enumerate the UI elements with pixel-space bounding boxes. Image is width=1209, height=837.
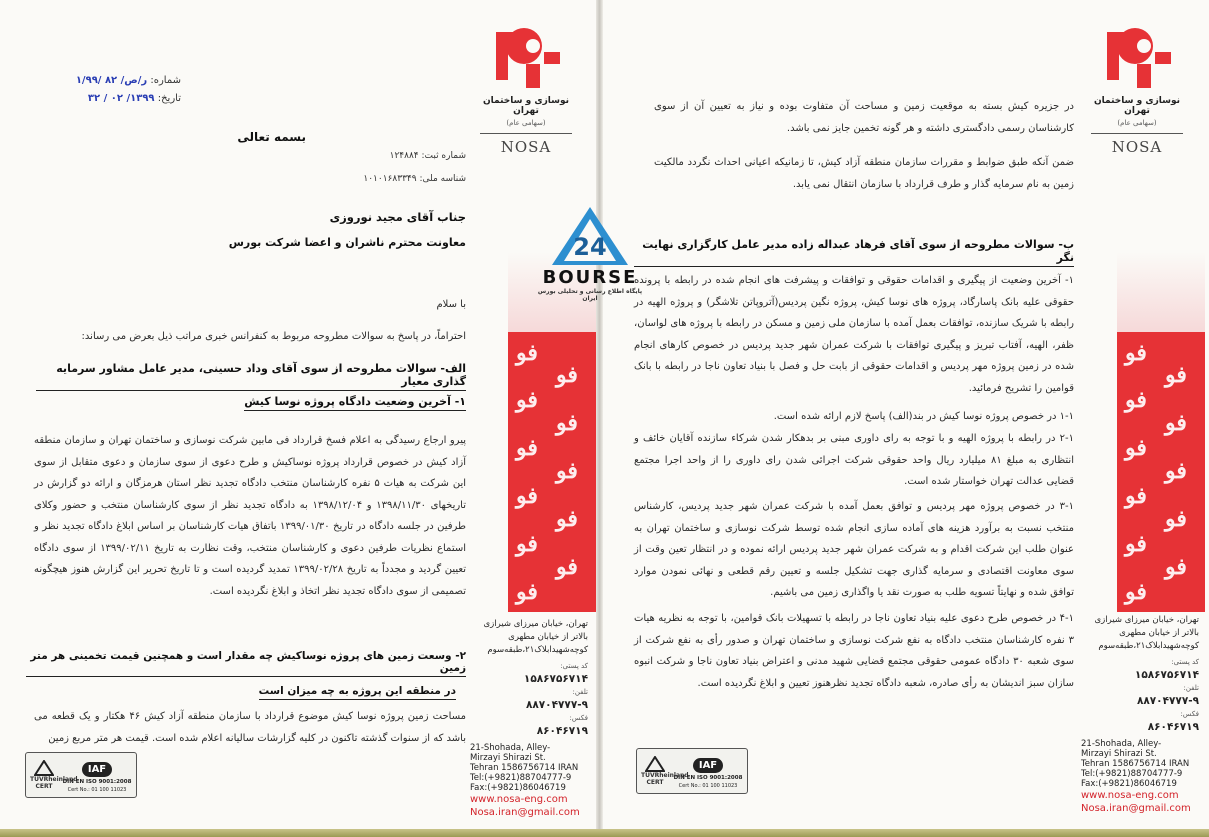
tel-label: تلفن:: [1183, 684, 1199, 692]
company-name: نوسازی و ساختمان تهران: [1093, 96, 1181, 116]
letter-reference: [31, 72, 181, 108]
phone-number: ۸۸۷۰۴۷۷۷-۹: [1136, 695, 1199, 707]
postal-code: ۱۵۸۶۷۵۶۷۱۴: [1134, 669, 1199, 681]
fax-number: ۸۶۰۴۶۷۱۹: [536, 725, 588, 737]
item-3-1-paragraph: ۳-۱ در خصوص پروژه مهر پردیس و توافق بعمل آمده با شرکت عمران شهر جدید پردیس، کارشناس منتخب نسبت به برآورد هزینه های آماده سازی انجام شده توسط شرکت نوسازی و ساختمان تهران به عنوان طلب این شرکت اقدام و به شرکت عمران شهر جدید پردیس ارائه نموده و در انتظار تعین وقت از سوی معاونت اقتصادی و سرمایه گذاری جهت تشکیل جلسه و تعیین رقم قطعی و نهائی نمودن موارد توافق شده و نهایتاً تسویه طلب به صورت نقد یا واگذاری زمین می باشیم.: [634, 501, 1074, 598]
address-en-line-2: Mirzayi Shirazi St.: [470, 753, 546, 763]
letter-page-2: [603, 0, 1209, 829]
iso-standard: DIN EN ISO 9001:2008: [62, 779, 132, 785]
postal-code: ۱۵۸۶۷۵۶۷۱۴: [523, 673, 588, 685]
bourse24-name: BOURSE: [542, 267, 638, 288]
national-id: شناسه ملی: ۱۰۱۰۱۶۸۳۳۴۹: [363, 174, 466, 184]
address-fa-line-3: کوچه‌شهیدابلاک۲۱،طبقه‌سوم: [1098, 641, 1199, 651]
address-fa-line-1: تهران، خیابان میرزای شیرازی: [483, 619, 588, 629]
company-name: نوسازی و ساختمان تهران: [482, 96, 570, 116]
address-en-fax: Fax:(+9821)86046719: [1081, 779, 1177, 789]
tuv-label: TÜVRheinland CERT: [30, 776, 78, 790]
address-en-line-1: 21-Shohada, Alley-: [1081, 739, 1162, 749]
bourse24-tagline: پایگاه اطلاع رسانی و تحلیلی بورس ایران: [537, 288, 643, 302]
section-alef-heading: [36, 362, 466, 391]
fax-label: فکس:: [569, 714, 588, 722]
fax-number: ۸۶۰۴۶۷۱۹: [1147, 721, 1199, 733]
address-en-fax: Fax:(+9821)86046719: [470, 783, 566, 793]
tuv-label: TÜVRheinland CERT: [641, 772, 689, 786]
question-2-heading: [26, 650, 466, 700]
bourse24-number: 24: [573, 233, 607, 261]
cert-number: Cert No.: 01 100 11023: [678, 783, 738, 789]
company-brand: NOSA: [1091, 133, 1183, 156]
bismillah: بسمه تعالی: [237, 130, 306, 144]
continued-paragraph: در جزیره کیش بسته به موقعیت زمین و مساحت آن متفاوت بوده و نیاز به تعیین آن از سوی کارشناسان رسمی دادگستری داشته و هر گونه تخمین جایز نمی باشد.: [654, 101, 1074, 134]
nosa-logo-icon: [1097, 22, 1177, 94]
question-1-heading: [244, 395, 466, 411]
postal-label: کد پستی:: [1171, 658, 1199, 666]
address-fa-line-1: تهران، خیابان میرزای شیرازی: [1094, 615, 1199, 625]
page-gutter: [596, 0, 603, 829]
website-link[interactable]: www.nosa-eng.com: [1081, 790, 1179, 801]
address-en-line-1: 21-Shohada, Alley-: [470, 743, 551, 753]
section-be-heading: [634, 238, 1074, 267]
address-fa-line-3: کوچه‌شهیدابلاک۲۱،طبقه‌سوم: [487, 645, 588, 655]
iaf-logo-icon: IAF: [82, 762, 112, 777]
phone-number: ۸۸۷۰۴۷۷۷-۹: [525, 699, 588, 711]
address-en-line-2: Mirzayi Shirazi St.: [1081, 749, 1157, 759]
section-be-text: ب- سوالات مطروحه از سوی آقای فرهاد عبداله زاده مدیر عامل کارگزاری نهایت نگر: [634, 238, 1074, 267]
website-link[interactable]: www.nosa-eng.com: [470, 794, 568, 805]
address-en-tel: Tel:(+9821)88704777-9: [1081, 769, 1183, 779]
item-1-paragraph: ۱- آخرین وضعیت از پیگیری و اقدامات حقوقی و توافقات و پیشرفت های انجام شده در رابطه با پرونده حقوقی علیه بانک پاسارگاد، پروژه های نوسا کیش، پروژه نگین پردیس(آتروپاتن تلاشگر) و پروژه الهیه در رابطه با شریک سازنده، توافقات بعمل آمده با سازمان ملی زمین و مسکن در رابطه با پروژه های لواسان، ظفر، الهیه، آفتاب تبریز و پیگیری توافقات با شرکت عمران شهر جدید پردیس در خصوص کارهای انجام شده در زمین پروژه مهر پردیس و اقدامات حقوقی از بابت حل و فصل با بنیاد تعاون ناجا در رابطه با بانک قوامین را تشریح فرمائید.: [634, 275, 1074, 394]
company-logo: [480, 22, 572, 156]
question-2-line-1: ۲- وسعت زمین های پروژه نوساکیش چه مقدار است و همچنین قیمت تخمینی هر متر زمین: [26, 650, 466, 677]
postal-label: کد پستی:: [560, 662, 588, 670]
number-label: شماره:: [150, 75, 181, 86]
answer-2-paragraph: مساحت زمین پروژه نوسا کیش موضوع قرارداد با سازمان منطقه آزاد کیش ۴۶ هکتار و یک قطعه می باشد که از سنوات گذشته تاکنون در کلیه گزارشات سالیانه اعلام شده است. قیمت هر متر مربع زمین: [34, 711, 466, 744]
certification-badge-2: [636, 748, 748, 794]
item-1-1-paragraph: ۱-۱ در خصوص پروژه نوسا کیش در بند(الف) پاسخ لازم ارائه شده است.: [773, 411, 1074, 422]
tuv-cert-icon: [30, 760, 78, 790]
address-fa-line-2: بالاتر از خیابان مطهری: [508, 632, 588, 642]
bourse24-watermark: [530, 205, 650, 302]
bourse24-logo-icon: [550, 205, 630, 267]
email-link[interactable]: Nosa.iran@gmail.com: [1081, 803, 1191, 814]
answer-1-paragraph: پیرو ارجاع رسیدگی به اعلام فسخ قرارداد فی مابین شرکت نوسازی و ساختمان تهران و سازمان منطقه آزاد کیش در خصوص قرارداد پروژه نوساکیش و طرح دعوی از سوی سازمان و دعوی متقابل از سوی این شرکت به هیات ۵ نفره کارشناسان منتخب دادگاه تجدید نظر استان هرمزگان و ارائه دو گزارش در تاریخهای ۱۳۹۸/۱۱/۳۰ و ۱۳۹۸/۱۲/۰۴ به دادگاه تجدید نظر از سوی کارشناسان منتخب و حضور وکلای طرفین در جلسه دادگاه در تاریخ ۱۳۹۹/۰۱/۳۰ باتفاق هیات کارشناسان بر اساس ابلاغ دادگاه تجدید نظر و استماع نظریات طرفین دعوی و کارشناسان منتخب، وقت نظارت به تاریخ ۱۳۹۹/۰۲/۱۱ از سوی دادگاه تعیین گردید و مجدداً به تاریخ ۱۳۹۹/۰۲/۲۸ تمدید گردیده است و تا تاریخ تحریر این گزارش هنوز هیچگونه تصمیمی از سوی دادگاه تجدید نظر اتخاذ و ابلاغ نگردیده است.: [34, 435, 467, 597]
company-logo-2: [1091, 22, 1183, 156]
fax-label: فکس:: [1180, 710, 1199, 718]
iso-standard: DIN EN ISO 9001:2008: [673, 775, 743, 781]
item-4-1-paragraph: ۴-۱ در خصوص طرح دعوی علیه بنیاد تعاون ناجا در رابطه با تسهیلات بانک قوامین، با توجه به نظریه هیات ۳ نفره کارشناسان منتخب دادگاه به نفع شرکت نوسازی و ساختمان تهران و صدور رأی به نفع شرکت از سوی شعبه ۳۰ دادگاه عمومی حقوقی مجتمع قضایی شهید مدنی و اعتراض بنیاد تعاون ناجا و شرکت انبوه سازان سبز اندیشان به رأی صادره، شعبه دادگاه تجدید نظرهنوز تعیین و ابلاغ نگردیده است.: [634, 613, 1074, 689]
email-link[interactable]: Nosa.iran@gmail.com: [470, 807, 580, 818]
address-en-line-3: Tehran 1586756714 IRAN: [470, 763, 579, 773]
intro-paragraph: احتراماً، در پاسخ به سوالات مطروحه مربوط به کنفرانس خبری مراتب ذیل بعرض می رساند:: [81, 331, 466, 342]
brand-side-strip: ﻓﻮ ﻓﻮ ﻓﻮ ﻓﻮ ﻓﻮ ﻓﻮ ﻓﻮ ﻓﻮ ﻓﻮ ﻓﻮ ﻓﻮ: [1117, 252, 1205, 612]
tuv-cert-icon: [641, 756, 689, 786]
address-en-line-3: Tehran 1586756714 IRAN: [1081, 759, 1190, 769]
date-value: ۱۳۹۹/ ۰۲ / ۳۲: [87, 93, 155, 104]
letter-page-1: [0, 0, 596, 829]
registration-number: شماره ثبت: ۱۲۴۸۸۴: [389, 151, 466, 161]
addressee-title: معاونت محترم ناشران و اعضا شرکت بورس: [228, 236, 466, 249]
greeting: با سلام: [436, 299, 466, 310]
company-address-2: [1081, 614, 1199, 815]
brand-side-strip: ﻓﻮ ﻓﻮ ﻓﻮ ﻓﻮ ﻓﻮ ﻓﻮ ﻓﻮ ﻓﻮ ﻓﻮ ﻓﻮ ﻓﻮ: [508, 252, 596, 612]
company-type: (سهامی عام): [506, 119, 546, 127]
item-2-1-paragraph: ۲-۱ در رابطه با پروژه الهیه و با توجه به رای داوری مبنی بر بدهکار شدن شرکاء سازنده آقایان خائف و انتظاری به مبلغ ۸۱ میلیارد ریال واحد حقوقی شرکت اجرائی شدن رای داوری را از واحد اجرا مجتمع قضایی عدالت تهران خواستار شده است.: [634, 433, 1074, 487]
address-fa-line-2: بالاتر از خیابان مطهری: [1119, 628, 1199, 638]
ownership-paragraph: ضمن آنکه طبق ضوابط و مقررات سازمان منطقه آزاد کیش، تا زمانیکه اعیانی احداث نگردد مالکیت زمین به نام سرمایه گذار و طرف قرارداد با سازمان انتقال نمی یابد.: [654, 157, 1074, 190]
tel-label: تلفن:: [572, 688, 588, 696]
company-address: [470, 618, 588, 819]
question-2-line-2: در منطقه این پروژه به چه میزان است: [259, 685, 456, 700]
scan-bottom-edge: [0, 829, 1209, 837]
company-brand: NOSA: [480, 133, 572, 156]
cert-number: Cert No.: 01 100 11023: [67, 787, 127, 793]
company-type: (سهامی عام): [1117, 119, 1157, 127]
number-value: ر/ص/ ۸۲ /۱/۹۹: [75, 75, 148, 86]
iaf-logo-icon: IAF: [693, 758, 723, 773]
section-alef-text: الف- سوالات مطروحه از سوی آقای وداد حسینی، مدیر عامل مشاور سرمایه گذاری معیار: [36, 362, 466, 391]
nosa-logo-icon: [486, 22, 566, 94]
addressee-name: جناب آقای مجید نوروزی: [329, 210, 466, 224]
certification-badge: [25, 752, 137, 798]
question-1-text: ۱- آخرین وضعیت دادگاه پروژه نوسا کیش: [244, 395, 466, 411]
address-en-tel: Tel:(+9821)88704777-9: [470, 773, 572, 783]
date-label: تاریخ:: [157, 93, 181, 104]
